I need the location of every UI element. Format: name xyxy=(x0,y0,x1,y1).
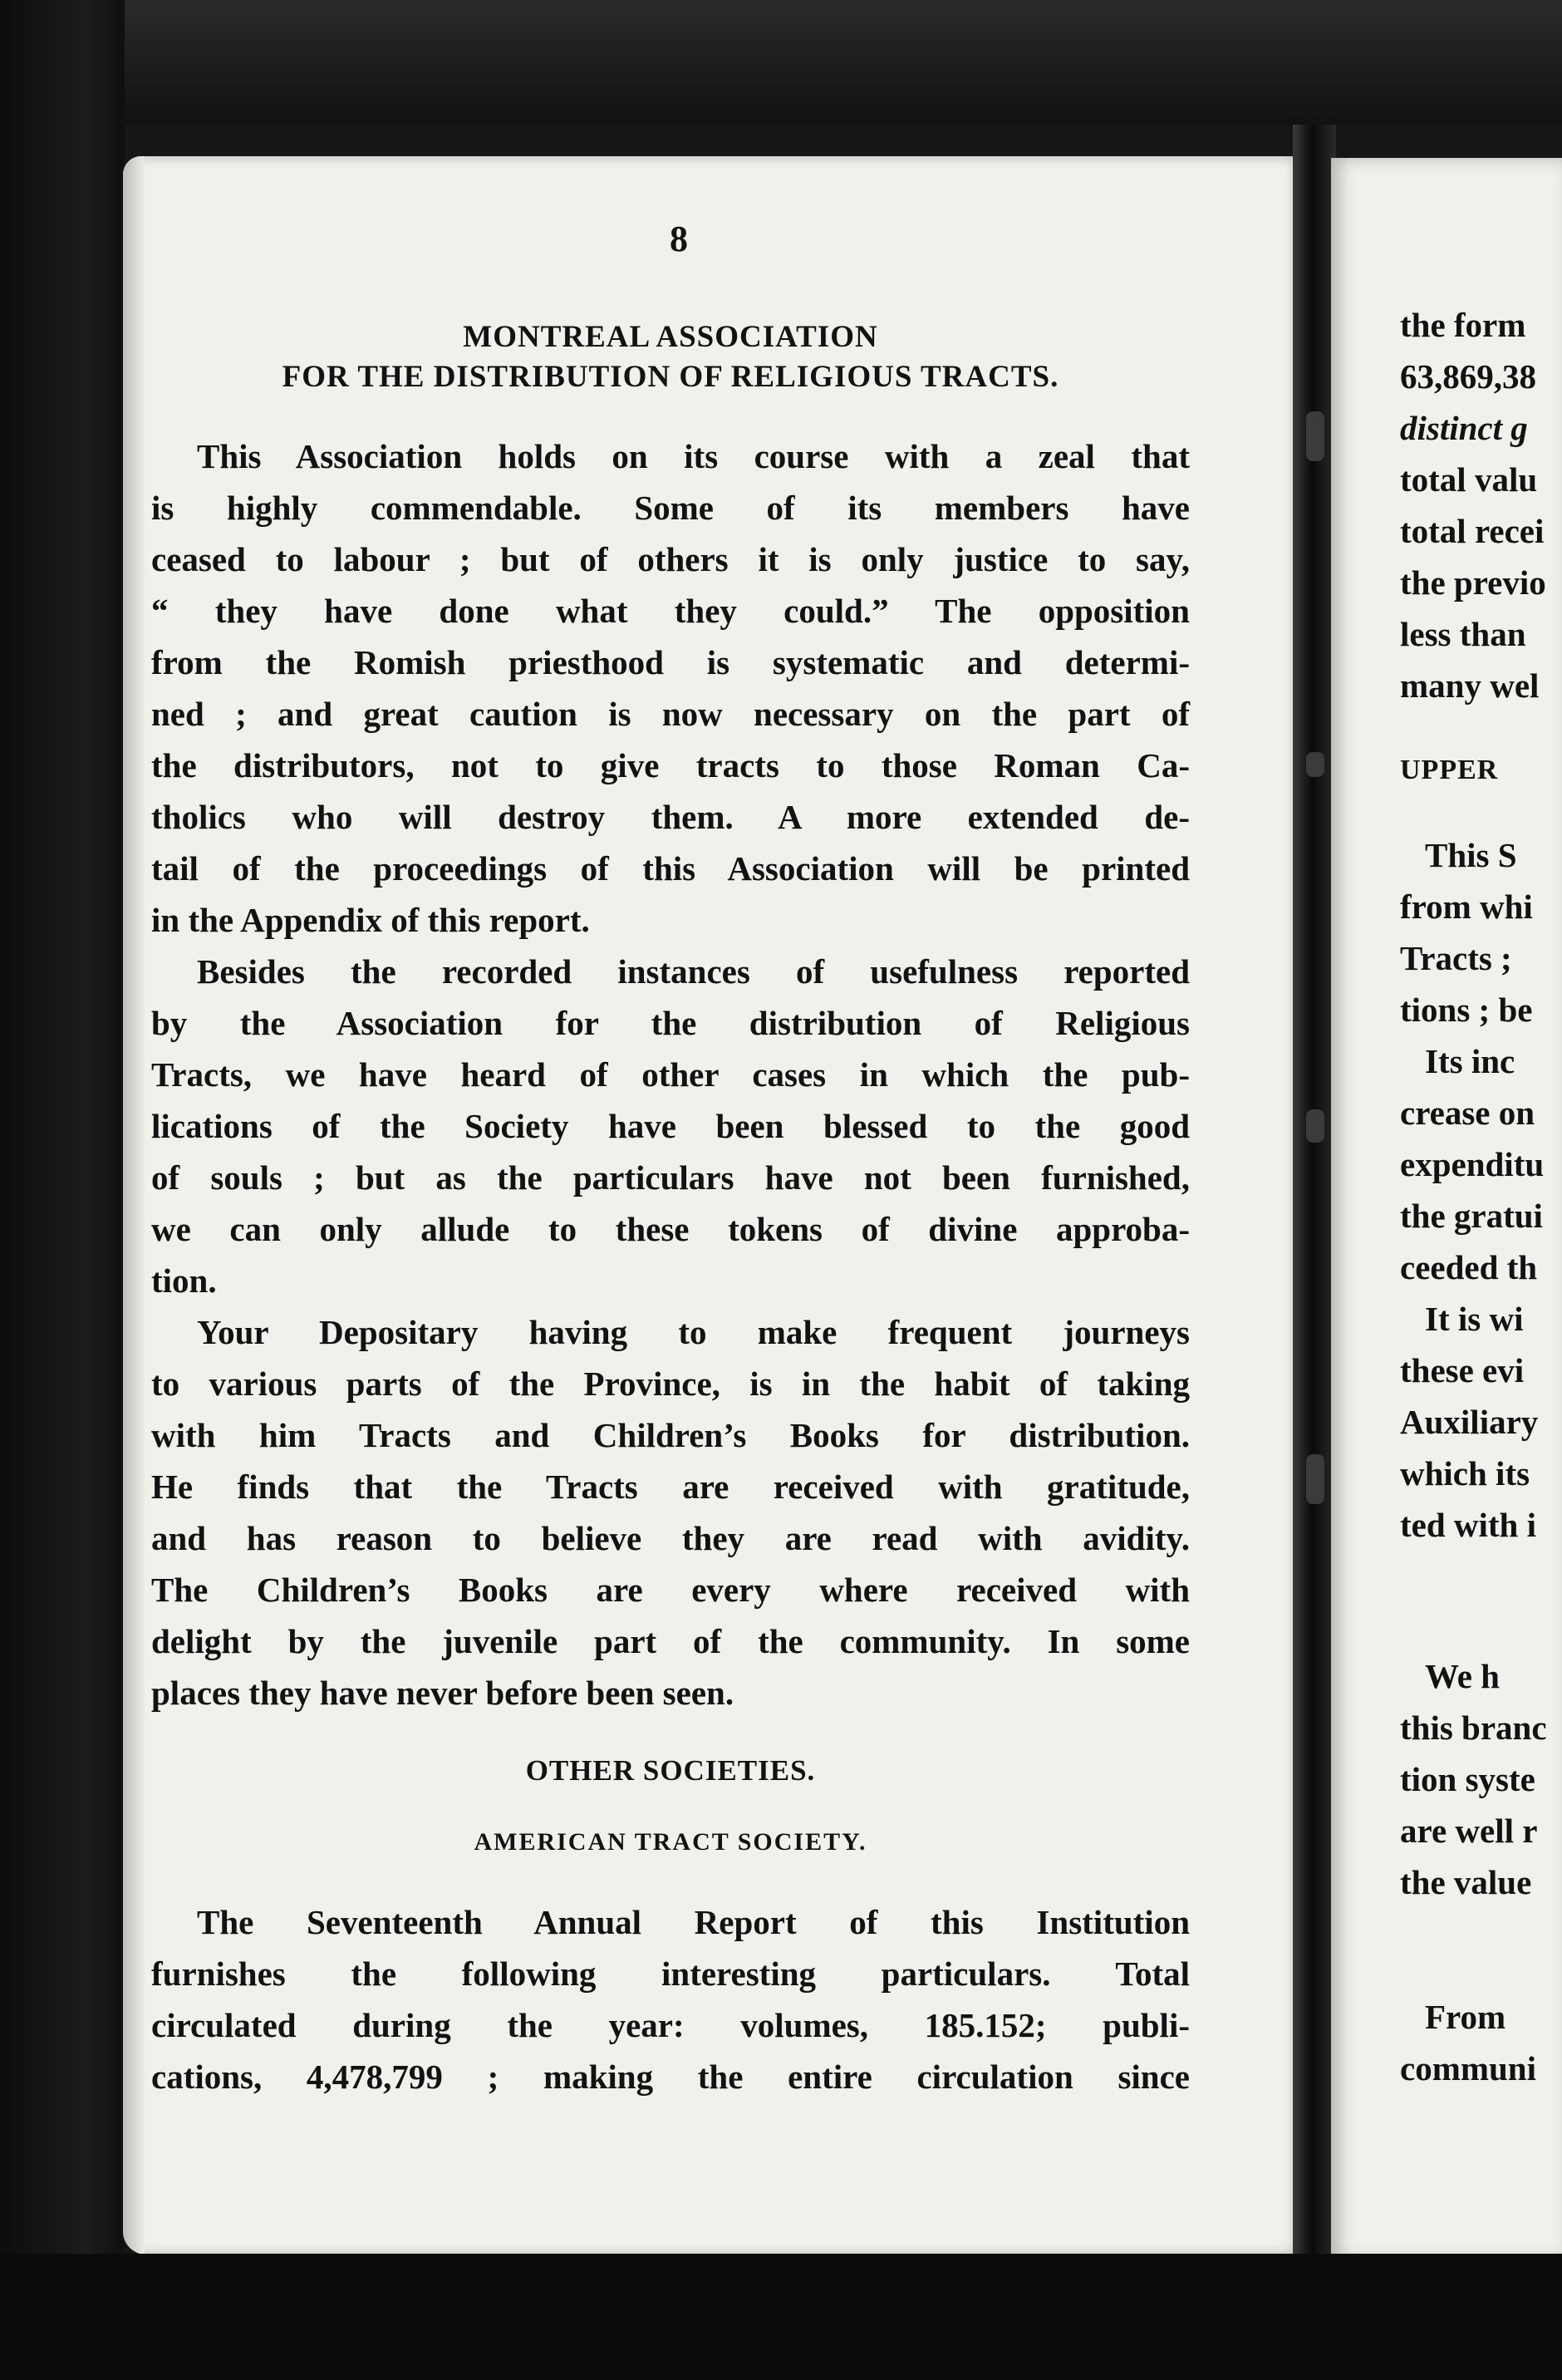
text-line: 63,869,38 xyxy=(1400,357,1536,396)
text-line: Tracts, we have heard of other cases in which the pub- xyxy=(151,1055,1190,1094)
text-line: communi xyxy=(1400,2049,1536,2087)
scan-background-top xyxy=(0,0,1562,125)
page-number: 8 xyxy=(670,219,688,259)
page-heading-line-2: FOR THE DISTRIBUTION OF RELIGIOUS TRACTS. xyxy=(282,360,1059,394)
text-line: in the Appendix of this report. xyxy=(151,901,590,939)
text-line: the form xyxy=(1400,306,1526,344)
text-line: tholics who will destroy them. A more extended de- xyxy=(151,798,1190,836)
paragraph-montreal-association xyxy=(151,430,1190,946)
text-line: delight by the juvenile part of the community. In some xyxy=(151,1622,1190,1660)
text-line: places they have never before been seen. xyxy=(151,1674,734,1712)
scan-background-left xyxy=(0,0,125,2380)
text-line: the distributors, not to give tracts to those Roman Ca- xyxy=(151,746,1190,784)
paragraph-american-tract-society xyxy=(151,1896,1190,2102)
text-line: with him Tracts and Children’s Books for distribution. xyxy=(151,1416,1190,1454)
text-line: Tracts ; xyxy=(1400,939,1512,977)
text-line: this branc xyxy=(1400,1709,1547,1747)
text-line: the value xyxy=(1400,1863,1532,1901)
binding-stitch xyxy=(1306,1454,1324,1504)
left-page-text xyxy=(151,218,1190,2102)
text-line: less than xyxy=(1400,615,1526,653)
text-line: by the Association for the distribution of Religious xyxy=(151,1004,1190,1042)
text-line: these evi xyxy=(1400,1351,1525,1389)
text-line: The Seventeenth Annual Report of this Institution xyxy=(197,1903,1190,1941)
text-line: from whi xyxy=(1400,888,1533,926)
text-line: This S xyxy=(1425,836,1517,874)
text-line: From xyxy=(1425,1998,1506,2036)
binding-stitch xyxy=(1306,1109,1324,1143)
text-line: many wel xyxy=(1400,666,1540,705)
text-line: which its xyxy=(1400,1454,1530,1492)
text-line: to various parts of the Province, is in the habit of taking xyxy=(151,1365,1190,1403)
text-line: expenditu xyxy=(1400,1145,1545,1183)
text-line: ceased to labour ; but of others it is only justice to say, xyxy=(151,540,1190,578)
text-line: of souls ; but as the particulars have not been furnished, xyxy=(151,1158,1190,1197)
text-line: tions ; be xyxy=(1400,991,1533,1029)
text-line: ned ; and great caution is now necessary on the part of xyxy=(151,695,1190,733)
text-line: “ they have done what they could.” The opposition xyxy=(151,592,1190,630)
text-line: Your Depositary having to make frequent journeys xyxy=(197,1313,1190,1351)
text-line: the previo xyxy=(1400,563,1546,602)
text-line: Its inc xyxy=(1425,1042,1515,1080)
text-line: and has reason to believe they are read with avidity. xyxy=(151,1519,1190,1557)
section-heading-other-societies: OTHER SOCIETIES. xyxy=(525,1754,816,1787)
text-line: crease on xyxy=(1400,1094,1535,1132)
text-line: It is wi xyxy=(1425,1300,1524,1338)
text-line: Besides the recorded instances of usefulness reported xyxy=(197,952,1190,991)
text-line: The Children’s Books are every where received with xyxy=(151,1571,1190,1609)
paragraph-depositary xyxy=(151,1306,1190,1719)
text-line: Auxiliary xyxy=(1400,1403,1539,1441)
binding-stitch xyxy=(1306,411,1324,461)
text-line: tion syste xyxy=(1400,1760,1535,1798)
text-line: tail of the proceedings of this Association will be printed xyxy=(151,849,1190,888)
scan-background-bottom xyxy=(0,2254,1562,2380)
text-line: ted with i xyxy=(1400,1506,1536,1544)
text-line: is highly commendable. Some of its members have xyxy=(151,489,1190,527)
text-line: circulated during the year: volumes, 185.152; publi- xyxy=(151,2006,1190,2044)
paragraph-usefulness xyxy=(151,946,1190,1306)
text-line: distinct g xyxy=(1400,409,1528,447)
right-page-text xyxy=(1400,299,1562,2094)
text-line: we can only allude to these tokens of divine approba- xyxy=(151,1210,1190,1248)
text-line: cations, 4,478,799 ; making the entire circulation since xyxy=(151,2058,1190,2096)
text-line: ceeded th xyxy=(1400,1248,1538,1286)
right-page-heading: UPPER xyxy=(1400,755,1499,785)
text-line: furnishes the following interesting particulars. Total xyxy=(151,1955,1190,1993)
text-line: He finds that the Tracts are received with gratitude, xyxy=(151,1468,1190,1506)
binding-stitch xyxy=(1306,752,1324,777)
text-line: are well r xyxy=(1400,1812,1538,1850)
text-line: We h xyxy=(1425,1657,1500,1695)
text-line: lications of the Society have been blessed to the good xyxy=(151,1107,1190,1145)
text-line: from the Romish priesthood is systematic and determi- xyxy=(151,643,1190,681)
text-line: total recei xyxy=(1400,512,1545,550)
text-line: This Association holds on its course with a zeal that xyxy=(197,437,1190,475)
text-line: total valu xyxy=(1400,460,1538,499)
text-line: the gratui xyxy=(1400,1197,1543,1235)
subsection-heading-american-tract-society: AMERICAN TRACT SOCIETY. xyxy=(474,1828,867,1856)
text-line: tion. xyxy=(151,1261,217,1300)
page-heading-line-1: MONTREAL ASSOCIATION xyxy=(463,320,878,354)
